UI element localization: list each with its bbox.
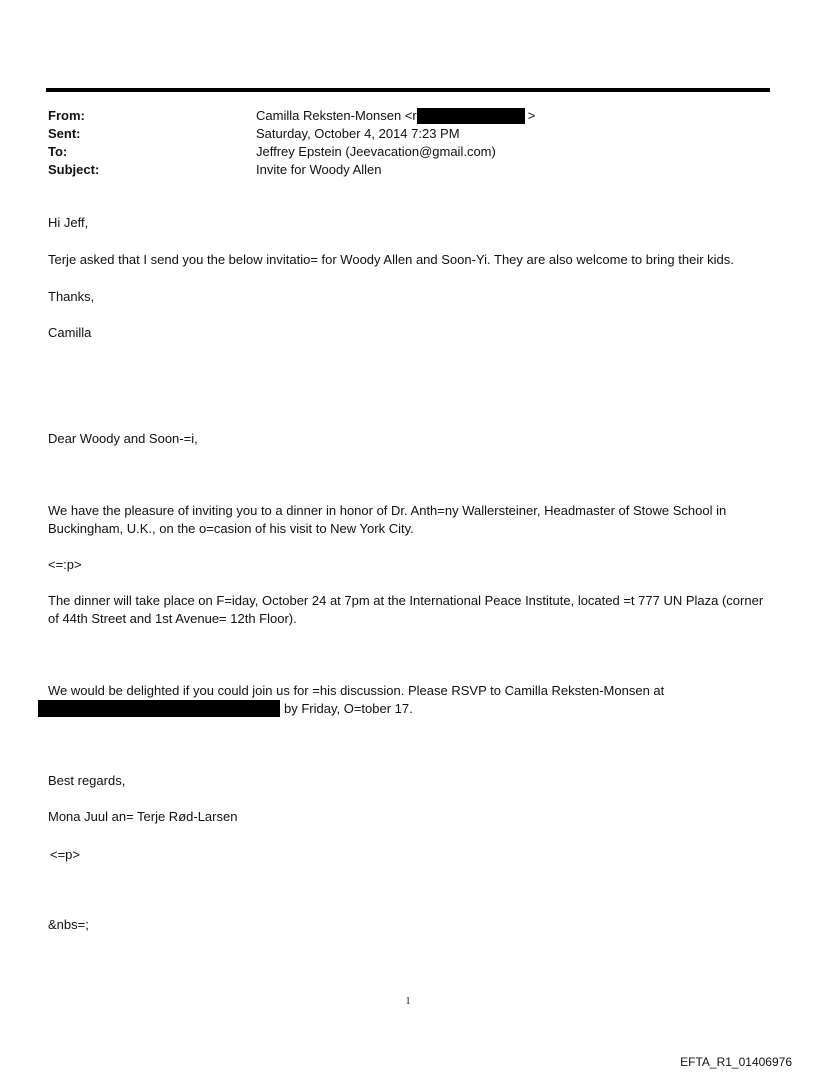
p-tag-1: <=:p> — [48, 557, 82, 572]
sent-value: Saturday, October 4, 2014 7:23 PM — [256, 126, 460, 141]
thanks: Thanks, — [48, 289, 95, 304]
dinner-details-paragraph: The dinner will take place on F=iday, October 24 at 7pm at the International Peace Institute, located =t 777 UN Plaza (corner of 44th Street and 1st Avenue= 12th Floor). — [48, 593, 764, 626]
nbsp-text: &nbs=; — [48, 917, 89, 932]
from-name: Camilla Reksten-Monsen <r — [256, 108, 417, 123]
subject-value: Invite for Woody Allen — [256, 162, 382, 177]
regards: Best regards, — [48, 773, 126, 788]
dear-line: Dear Woody and Soon-=i, — [48, 431, 198, 446]
signoff: Camilla — [48, 325, 92, 340]
p-tag-2: <=p> — [50, 847, 81, 862]
to-label: To: — [48, 144, 68, 159]
redaction-block-rsvp — [38, 700, 280, 717]
subject-label: Subject: — [48, 162, 100, 177]
from-value — [256, 107, 535, 125]
sent-label: Sent: — [48, 126, 81, 141]
to-value: Jeffrey Epstein (Jeevacation@gmail.com) — [256, 144, 496, 159]
rsvp-line-1: We would be delighted if you could join us for =his discussion. Please RSVP to Camilla Reksten-Monsen at — [48, 683, 665, 698]
sender-names: Mona Juul an= Terje Rød-Larsen — [48, 809, 238, 824]
document-id: EFTA_R1_01406976 — [680, 1055, 792, 1069]
from-label: From: — [48, 108, 85, 123]
greeting: Hi Jeff, — [48, 215, 89, 230]
from-email-close: > — [527, 108, 536, 123]
rsvp-line-2: by Friday, O=tober 17. — [284, 701, 413, 716]
redaction-block — [417, 108, 525, 124]
body-line-1: Terje asked that I send you the below invitatio= for Woody Allen and Soon-Yi. They are also welcome to bring their kids. — [48, 252, 734, 267]
header-rule — [46, 88, 770, 92]
page-number: 1 — [405, 996, 411, 1007]
invitation-paragraph: We have the pleasure of inviting you to a dinner in honor of Dr. Anth=ny Wallersteiner, Headmaster of Stowe School in Buckingham, U.K., on the o=casion of his visit to New York City. — [48, 503, 727, 536]
